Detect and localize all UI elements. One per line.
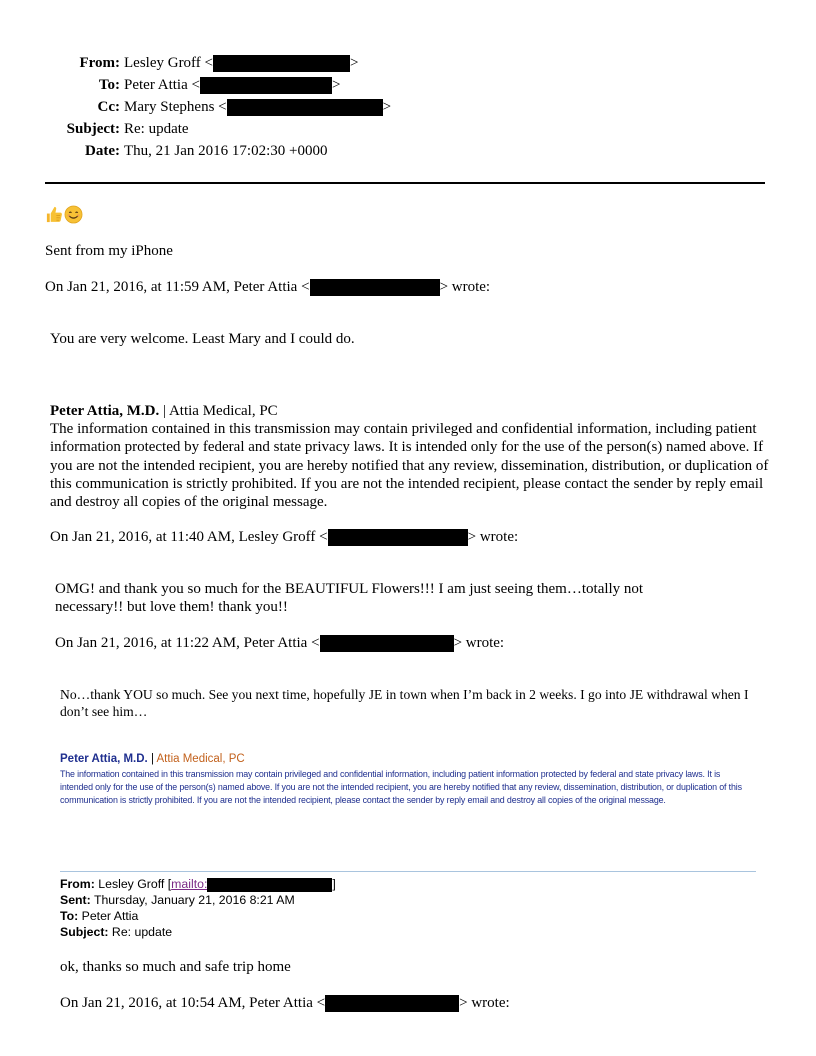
- redaction-box: [227, 99, 383, 116]
- cc-label: Cc:: [97, 99, 120, 115]
- forward-from-value: Lesley Groff [: [94, 877, 172, 891]
- signature-company: Attia Medical, PC: [168, 403, 278, 419]
- signature-separator: |: [159, 403, 169, 419]
- forward-to-label: To:: [60, 909, 79, 923]
- signature-2: [60, 752, 245, 766]
- cc-close: >: [382, 99, 392, 115]
- signature-name: Peter Attia, M.D.: [60, 753, 148, 765]
- quote-header-text: On Jan 21, 2016, at 11:22 AM, Peter Attia <: [55, 635, 320, 651]
- to-label: To:: [98, 77, 120, 93]
- from-name: Lesley Groff <: [124, 55, 213, 71]
- redaction-box: [200, 77, 332, 94]
- from-close: >: [350, 55, 359, 71]
- quote-header-3: [55, 634, 504, 653]
- forward-from-close: ]: [332, 877, 336, 891]
- forward-sent-value: Thursday, January 21, 2016 8:21 AM: [90, 893, 295, 907]
- forward-from-row: [60, 876, 336, 892]
- redaction-box: [213, 55, 350, 72]
- from-label: From:: [79, 55, 120, 71]
- redaction-box: [325, 995, 459, 1012]
- quote-header-suffix: > wrote:: [467, 529, 519, 545]
- redaction-box: [207, 878, 332, 892]
- mailto-link[interactable]: mailto:: [171, 877, 208, 891]
- date-label: Date:: [85, 143, 120, 159]
- forward-sent-row: [60, 892, 336, 908]
- header-divider: [45, 182, 765, 184]
- disclaimer-1: The information contained in this transmission may contain privileged and confidential information, including patient information protected by federal and state privacy laws. It is intended only for the use of the person(s) named above. If you are not the intended recipient, you are hereby notified that any review, dissemination, distribution, or duplication of this communication is strictly prohibited. If you are not the intended recipient, please contact the sender by reply email and destroy all copies of the original message.: [50, 421, 769, 511]
- quote-header-text: On Jan 21, 2016, at 11:59 AM, Peter Attia <: [45, 279, 310, 295]
- forward-subject-label: Subject:: [60, 925, 109, 939]
- forward-to-row: [60, 908, 336, 924]
- from-row: [0, 52, 816, 74]
- redaction-box: [310, 279, 440, 296]
- quote-header-text: On Jan 21, 2016, at 10:54 AM, Peter Attia <: [60, 995, 326, 1011]
- quote-header-2: [50, 528, 518, 547]
- sent-from-line: Sent from my iPhone: [45, 243, 173, 259]
- quote-header-4: [60, 994, 510, 1013]
- signature-company: Attia Medical, PC: [156, 753, 245, 765]
- forward-subject-row: [60, 924, 336, 940]
- disclaimer-2: The information contained in this transmission may contain privileged and confidential information, including patient information protected by federal and state privacy laws. It is intended only for the use of the person(s) named above. If you are not the intended recipient, you are hereby notified that any review, dissemination, distribution, or duplication of this communication is strictly prohibited. If you are not the intended recipient, please contact the sender by reply email and destroy all copies of the original message.: [60, 769, 742, 805]
- forward-to-value: Peter Attia: [78, 909, 139, 923]
- reply-3: No…thank YOU so much. See you next time, hopefully JE in town when I’m back in 2 weeks. I go into JE withdrawal when I don’t see him…: [60, 687, 749, 719]
- signature-1: [50, 402, 278, 421]
- forward-from-label: From:: [60, 877, 95, 891]
- quote-header-suffix: > wrote:: [459, 995, 510, 1011]
- quote-header-1: [45, 278, 490, 297]
- redaction-box: [328, 529, 468, 546]
- quote-header-suffix: > wrote:: [453, 635, 505, 651]
- signature-separator: |: [147, 753, 157, 765]
- thumbs-up-icon: [45, 205, 64, 224]
- reply-4: ok, thanks so much and safe trip home: [60, 959, 291, 975]
- forward-subject-value: Re: update: [108, 925, 173, 939]
- reply-1: You are very welcome. Least Mary and I could do.: [50, 331, 355, 347]
- smiling-face-icon: [64, 205, 83, 224]
- to-close: >: [331, 77, 341, 93]
- quote-header-text: On Jan 21, 2016, at 11:40 AM, Lesley Groff <: [50, 529, 328, 545]
- signature-name: Peter Attia, M.D.: [50, 403, 160, 419]
- cc-row: [0, 96, 816, 118]
- subject-value: Re: update: [124, 121, 189, 137]
- reply-2: OMG! and thank you so much for the BEAUTIFUL Flowers!!! I am just seeing them…totally not necessary!! but love them! thank you!!: [55, 581, 644, 615]
- subject-label: Subject:: [66, 121, 120, 137]
- forward-sent-label: Sent:: [60, 893, 91, 907]
- redaction-box: [320, 635, 454, 652]
- to-name: Peter Attia <: [124, 77, 200, 93]
- cc-name: Mary Stephens <: [124, 99, 227, 115]
- date-row: [0, 140, 816, 162]
- quote-header-suffix: > wrote:: [439, 279, 491, 295]
- date-value: Thu, 21 Jan 2016 17:02:30 +0000: [124, 143, 328, 159]
- emoji-row: [45, 205, 83, 225]
- to-row: [0, 74, 816, 96]
- subject-row: [0, 118, 816, 140]
- forward-divider: [60, 871, 756, 872]
- forward-header: [60, 876, 336, 940]
